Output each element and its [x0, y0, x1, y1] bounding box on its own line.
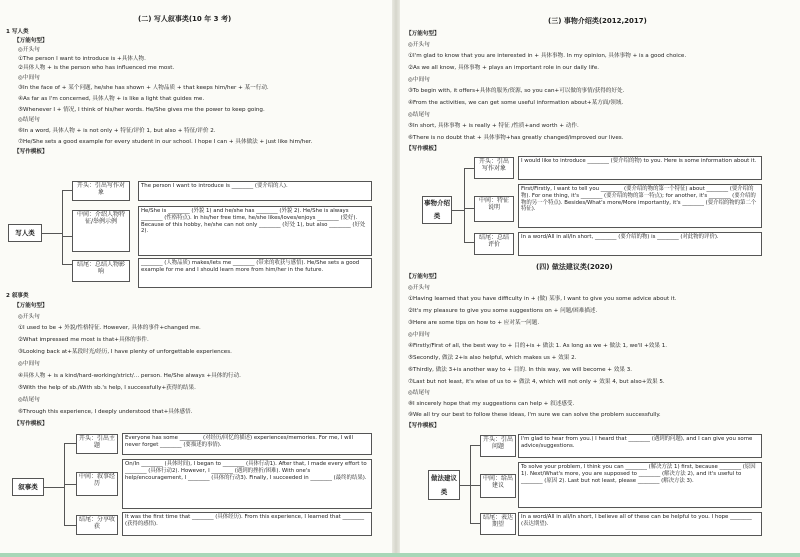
- connector: [64, 525, 76, 526]
- sentence-line: ①I used to be + 外貌/性格特征. However, 具体的事件+changed me.: [18, 325, 201, 331]
- subheading: 【写作模板】: [14, 149, 48, 155]
- subheading: ◎结尾句: [18, 397, 40, 403]
- right-page: [400, 0, 800, 557]
- left-page: [0, 0, 392, 557]
- sentence-line: ⑨We all try our best to follow these ideas, I'm sure we can solve the problem successfully.: [408, 412, 661, 418]
- template-text: It was the first time that ________ (具体经历). From this experience, I learned that ________ (获得的感悟).: [122, 512, 372, 536]
- sentence-line: ①Having learned that you have difficulty in + (做) 某事, I want to give you some advice about it.: [408, 296, 677, 302]
- sentence-line: ⑤Secondly, 做法 2+is also helpful, which makes us + 效果 2.: [408, 355, 577, 361]
- template-label: 开头：引出主题: [76, 434, 118, 454]
- page-title: (三) 事物介绍类(2012,2017): [548, 17, 647, 25]
- sentence-line: ④From the activities, we can get some useful information about+某方面/领域.: [408, 100, 624, 106]
- sentence-line: ⑧I sincerely hope that my suggestions can help + 叙述感受.: [408, 401, 575, 407]
- template-label: 结尾：分享收获: [76, 515, 118, 535]
- sentence-line: ⑤With the help of sb./With sb.'s help, I successfully+获得的结果.: [18, 385, 196, 391]
- connector: [464, 168, 465, 242]
- subheading: ◎结尾句: [408, 390, 430, 396]
- template-text: ________ (人物品质) makes/lets me ________ (带来的收获与感悟). He/She sets a good example for me and I should learn more from him/her in the future.: [138, 258, 372, 288]
- subheading: ◎开头句: [18, 314, 40, 320]
- subheading: ◎开头句: [408, 42, 430, 48]
- template-text: I would like to introduce ________ (要介绍的物) to you. Here is some information about it.: [518, 156, 762, 180]
- connector: [470, 445, 471, 523]
- template-text: In a word/All in all/In short, I believe all of these can be helpful to you. I hope ________ (表达期望).: [518, 512, 762, 536]
- template-text: Everyone has some ________ (对经历/回忆的描述) experiences/memories. For me, I will never forget ________ (要描述的事情).: [122, 433, 372, 455]
- sentence-line: ⑥Thirdly, 做法 3+is another way to + 目的. In this way, we will become + 效果 3.: [408, 367, 633, 373]
- sentence-line: ⑥There is no doubt that + 具体事物+has greatly changed/improved our lives.: [408, 135, 624, 141]
- sentence-line: ③To begin with, it offers+具体的服务/资源, so you can+可以做的事情/获得的好处.: [408, 88, 625, 94]
- subheading: ◎结尾句: [18, 117, 40, 123]
- sentence-line: ⑤In short, 具体事物 + is really + 特征 /性质+and worth + 动作.: [408, 123, 579, 129]
- template-label: 中间：介绍人物特征/举例示例: [72, 210, 130, 252]
- connector: [464, 168, 474, 169]
- sentence-line: ⑦He/She sets a good example for every student in our school. I hope I can + 具体做法 + just like him/her.: [18, 139, 313, 145]
- sentence-line: ⑦Last but not least, it's wise of us to + 做法 4, which will not only + 效果 4, but also+效果 5.: [408, 379, 665, 385]
- connector: [470, 485, 480, 486]
- connector: [64, 443, 76, 444]
- template-root-label: 叙事类: [12, 478, 44, 496]
- sentence-line: ③In the face of + 某个问题, he/she has shown + 人物品质 + that keeps him/her + 某一行动.: [18, 85, 269, 91]
- connector: [470, 523, 480, 524]
- connector: [452, 210, 464, 211]
- subheading: ◎开头句: [408, 285, 430, 291]
- template-root-label: 事物介绍类: [422, 196, 452, 224]
- subheading: ◎中间句: [18, 361, 40, 367]
- section-heading: 2 叙事类: [6, 293, 29, 299]
- connector: [464, 242, 474, 243]
- sentence-line: ③Here are some tips on how to + 应对某一问题.: [408, 320, 540, 326]
- template-label: 中间：特征说明: [474, 196, 514, 222]
- template-text: He/She is ________ (外貌 1) and he/she has ________ (外貌 2). He/She is always ________ (性格特点). In his/her free time, he/she likes/loves/enjoys ________ (爱好). Because of this hobby, he/she can not only ________ (好处 1), but also ________ (好处 2).: [138, 206, 372, 256]
- sentence-line: ⑥In a word, 具体人物 + is not only + 特征/评价 1, but also + 特征/评价 2.: [18, 128, 216, 134]
- bottom-strip: [0, 553, 800, 557]
- connector: [460, 485, 470, 486]
- template-label: 开头：引出问题: [480, 435, 516, 457]
- template-label: 结尾：总结评价: [474, 233, 514, 255]
- template-text: In a word/All in all/In short, ________ (要介绍的物) is ________ (对此物的评价).: [518, 232, 762, 256]
- subheading: ◎中间句: [18, 75, 40, 81]
- sentence-line: ⑥Through this experience, I deeply understood that+具体感悟.: [18, 409, 193, 415]
- template-label: 结尾：表达期望: [480, 513, 516, 535]
- subheading: ◎开头句: [18, 47, 40, 53]
- template-text: First/Firstly, I want to tell you ________ (要介绍的物的第一个特征) about ________ (要介绍的物). For one thing, it's ________ (要介绍的物的第一特点); for another, it's ________ (要介绍的物的另一个特点). Besides/What's more/More importantly, it's ________ (要介绍的物的第二个特征).: [518, 184, 762, 228]
- connector: [62, 236, 72, 237]
- sentence-line: ①The person I want to introduce is +具体人物.: [18, 56, 146, 62]
- sentence-line: ④具体人物 + is a kind/hard-working/strict/... person. He/She always +具体的行动.: [18, 373, 241, 379]
- sentence-line: ②As we all know, 具体事物 + plays an important role in our daily life.: [408, 65, 600, 71]
- template-label: 结尾：总结人物影响: [72, 260, 130, 282]
- template-text: The person I want to introduce is ________ (要介绍的人).: [138, 181, 372, 201]
- sentence-line: ①I'm glad to know that you are interested in + 具体事物. In my opinion, 具体事物 + is a good choice.: [408, 53, 687, 59]
- connector: [464, 208, 474, 209]
- template-label: 中间：叙事经历: [76, 472, 118, 496]
- sentence-line: ②具体人物 + is the person who has influenced me most.: [18, 65, 175, 71]
- template-label: 开头：引出写作对象: [72, 181, 130, 201]
- template-label: 中间：给出建议: [480, 474, 516, 498]
- sentence-line: ③Looking back at+某段时光/经历, I have plenty of unforgettable experiences.: [18, 349, 232, 355]
- sentence-line: ④As far as I'm concerned, 具体人物 + is like a light that guides me.: [18, 96, 205, 102]
- subheading: 【写作模板】: [14, 421, 48, 427]
- page-gutter: [392, 0, 400, 557]
- subheading: 【万能句型】: [14, 303, 48, 309]
- subheading: 【万能句型】: [406, 31, 440, 37]
- subheading: ◎结尾句: [408, 112, 430, 118]
- subheading: 【写作模板】: [406, 146, 440, 152]
- connector: [44, 487, 64, 488]
- connector: [62, 264, 72, 265]
- subheading: 【写作模板】: [406, 423, 440, 429]
- template-label: 开头：引出写作对象: [474, 157, 514, 179]
- connector: [42, 233, 62, 234]
- sentence-line: ⑤Whenever I + 情况, I think of his/her words. He/She gives me the power to keep going.: [18, 107, 265, 113]
- connector: [62, 190, 72, 191]
- subheading: 【万能句型】: [14, 38, 48, 44]
- template-text: To solve your problem, I think you can ________ (解决方法 1) first, because ________ (原因 1). Next/What's more, you are supposed to ________ (解决方法 2), and it's useful to ________ (原因 2). Last but not least, please ________ (解决方法 3).: [518, 462, 762, 508]
- connector: [62, 190, 63, 264]
- page-title: (二) 写人叙事类(10 年 3 考): [138, 15, 232, 23]
- template-text: On/In ________ (具体时间), I began to ________ (具体行动1). After that, I made every effort to ________ (具体行动2). However, I ________ (遇到的挫折/困难). With one's help/encouragement, I ________ (具体的行动3). Finally, I succeeded in ________ (最终的结果).: [122, 459, 372, 509]
- template-text: I'm glad to hear from you.) I heard that ________ (遇到的问题), and I can give you some advice/suggestions.: [518, 434, 762, 458]
- subheading: ◎中间句: [408, 77, 430, 83]
- section-title: (四) 做法建议类(2020): [536, 263, 613, 271]
- connector: [64, 484, 76, 485]
- sentence-line: ②It's my pleasure to give you some suggestions on + 问题/困难描述.: [408, 308, 598, 314]
- template-root-label: 做法建议类: [428, 470, 460, 500]
- subheading: ◎中间句: [408, 332, 430, 338]
- connector: [470, 445, 480, 446]
- subheading: 【万能句型】: [406, 274, 440, 280]
- sentence-line: ②What impressed me most is that+具体的事件.: [18, 337, 149, 343]
- section-heading: 1 写人类: [6, 29, 29, 35]
- template-root-label: 写人类: [8, 224, 42, 242]
- sentence-line: ④Firstly/First of all, the best way to + 目的+is + 做法 1. As long as we + 做法 1, we'll +效果 1.: [408, 343, 668, 349]
